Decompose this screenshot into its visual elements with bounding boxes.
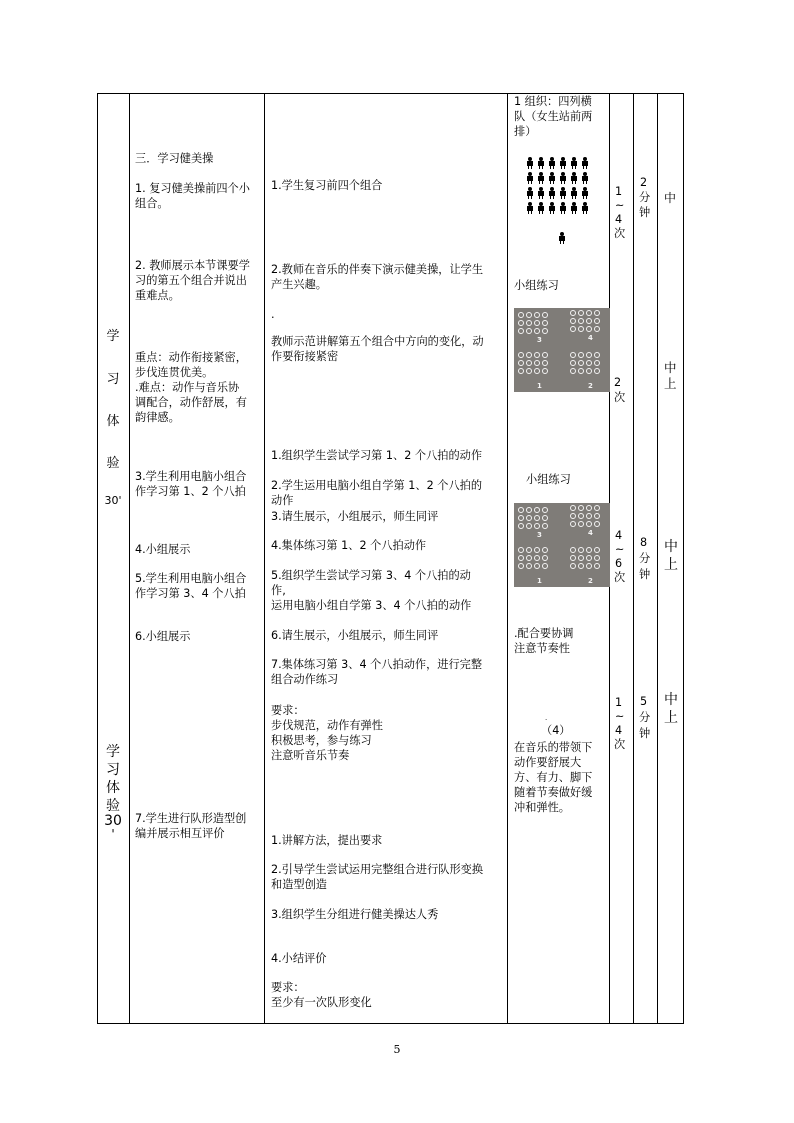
intensity-level: 中: [664, 191, 677, 205]
coordination-note: 注意节奏性: [514, 642, 570, 655]
circle-marker: [570, 563, 576, 569]
circle-marker: [542, 515, 548, 521]
group-practice-label: 小组练习: [526, 473, 571, 486]
circle-marker: [542, 360, 548, 366]
intensity-level: 中: [664, 360, 677, 375]
circle-marker: [534, 328, 540, 334]
circle-marker: [518, 360, 524, 366]
content-item: 作学习第 1、2 个八拍: [135, 485, 246, 498]
teacher-icon: [558, 232, 565, 244]
circle-marker: [594, 360, 600, 366]
repetition: 次: [614, 227, 626, 240]
student-icon: [548, 187, 555, 199]
content-item: 习的第五个组合并说出: [135, 274, 247, 287]
content-item: 编并展示相互评价: [135, 827, 225, 840]
music-note: 动作要舒展大: [514, 756, 582, 769]
circle-marker: [594, 352, 600, 358]
circle-marker: [586, 368, 592, 374]
key-point: 重点：动作衔接紧密，: [135, 351, 247, 364]
activity-line: 作,: [271, 584, 286, 597]
repetition: 2: [614, 376, 622, 389]
circle-marker: [534, 352, 540, 358]
item-number: （4）: [541, 724, 571, 737]
activity-line: 运用电脑小组自学第 3、4 个八拍的动作: [271, 599, 472, 612]
activity-line: 1.学生复习前四个组合: [271, 179, 383, 192]
circle-marker: [542, 368, 548, 374]
circle-marker: [578, 563, 584, 569]
student-icon: [526, 202, 533, 214]
group-number: 2: [588, 577, 593, 585]
circle-marker: [526, 312, 532, 318]
coordination-note: .配合要协调: [514, 627, 574, 640]
circle-marker: [534, 515, 540, 521]
circle-marker: [526, 352, 532, 358]
circle-marker: [534, 360, 540, 366]
student-icon: [570, 157, 577, 169]
circle-marker: [542, 352, 548, 358]
activity-line: 4.集体练习第 1、2 个八拍动作: [271, 539, 427, 552]
group-formation-photo: [514, 308, 610, 392]
repetition: ~: [615, 543, 625, 556]
organization-line: 排）: [514, 125, 537, 138]
repetition: 6: [615, 557, 623, 570]
circle-marker: [518, 515, 524, 521]
circle-marker: [526, 320, 532, 326]
stage-char: 验: [106, 456, 120, 471]
circle-marker: [542, 328, 548, 334]
time-duration: 钟: [639, 727, 651, 740]
circle-marker: [534, 563, 540, 569]
student-icon: [548, 157, 555, 169]
requirement-line: 至少有一次队形变化: [271, 996, 372, 1009]
circle-marker: [578, 326, 584, 332]
circle-marker: [534, 368, 540, 374]
content-item: 5.学生利用电脑小组合: [135, 572, 247, 585]
circle-marker: [570, 352, 576, 358]
column-divider: [507, 93, 508, 1024]
circle-marker: [586, 318, 592, 324]
circle-marker: [542, 563, 548, 569]
content-item: 7.学生进行队形造型创: [135, 812, 247, 825]
column-divider: [264, 93, 265, 1024]
activity-line: 7.集体练习第 3、4 个八拍动作，进行完整: [271, 658, 483, 671]
circle-marker: [578, 352, 584, 358]
intensity-level: 上: [664, 557, 678, 573]
circle-marker: [578, 318, 584, 324]
activity-line: 组合动作练习: [271, 673, 339, 686]
group-formation-photo: [514, 503, 610, 587]
circle-marker: [594, 521, 600, 527]
requirement-line: 注意听音乐节奏: [271, 749, 350, 762]
circle-marker: [586, 521, 592, 527]
circle-marker: [586, 563, 592, 569]
content-item: 6.小组展示: [135, 630, 191, 643]
student-icon: [537, 157, 544, 169]
time-duration: 分: [639, 711, 651, 724]
activity-line: 5.组织学生尝试学习第 3、4 个八拍的动: [271, 569, 471, 582]
requirement-line: 积极思考，参与练习: [271, 734, 372, 747]
time-duration: 钟: [639, 206, 651, 219]
circle-marker: [578, 368, 584, 374]
content-item: 2. 教师展示本节课要学: [135, 259, 250, 272]
content-item: 3.学生利用电脑小组合: [135, 470, 247, 483]
stage-char: 学: [106, 329, 120, 344]
student-icon: [526, 157, 533, 169]
stage-duration-mark: ': [111, 827, 115, 841]
circle-marker: [594, 563, 600, 569]
repetition: 1: [615, 185, 623, 198]
group-number: 3: [537, 531, 542, 539]
repetition: 1: [615, 696, 623, 709]
time-duration: 钟: [639, 568, 651, 581]
circle-marker: [578, 513, 584, 519]
circle-marker: [570, 555, 576, 561]
section-title: 三．学习健美操: [135, 152, 214, 165]
activity-dot: .: [271, 308, 275, 321]
student-icon: [537, 202, 544, 214]
requirement-line: 步伐规范，动作有弹性: [271, 719, 383, 732]
student-icon: [526, 172, 533, 184]
circle-marker: [578, 521, 584, 527]
circle-marker: [586, 352, 592, 358]
student-icon: [537, 172, 544, 184]
difficult-point: .难点：动作与音乐协: [135, 381, 240, 394]
group-number: 1: [537, 577, 542, 585]
repetition: ~: [615, 199, 625, 212]
stage-char: 习: [106, 762, 120, 778]
circle-marker: [534, 507, 540, 513]
circle-marker: [526, 523, 532, 529]
circle-marker: [534, 320, 540, 326]
stage-duration: 30: [104, 813, 122, 829]
difficult-point: 调配合，动作舒展，有: [135, 396, 247, 409]
circle-marker: [594, 505, 600, 511]
circle-marker: [526, 368, 532, 374]
circle-marker: [578, 505, 584, 511]
circle-marker: [518, 507, 524, 513]
requirement-line: 要求：: [271, 704, 305, 717]
circle-marker: [570, 310, 576, 316]
stage-char: 验: [106, 798, 120, 814]
circle-marker: [518, 523, 524, 529]
group-number: 4: [588, 529, 593, 537]
circle-marker: [586, 310, 592, 316]
student-icon: [581, 172, 588, 184]
content-item: 重难点。: [135, 289, 180, 302]
circle-marker: [518, 312, 524, 318]
circle-marker: [594, 513, 600, 519]
repetition: 4: [615, 529, 623, 542]
circle-marker: [526, 507, 532, 513]
student-icon: [570, 172, 577, 184]
repetition: ~: [615, 710, 625, 723]
circle-marker: [526, 360, 532, 366]
circle-marker: [594, 555, 600, 561]
circle-marker: [586, 505, 592, 511]
content-item: 1. 复习健美操前四个小: [135, 182, 250, 195]
circle-marker: [570, 513, 576, 519]
circle-marker: [534, 523, 540, 529]
repetition: 4: [615, 724, 623, 737]
circle-marker: [570, 505, 576, 511]
intensity-level: 中: [664, 539, 678, 555]
stage-char: 习: [106, 372, 120, 387]
music-note: 方、有力、脚下: [514, 771, 593, 784]
circle-marker: [542, 320, 548, 326]
activity-line: 和造型创造: [271, 878, 327, 891]
circle-marker: [594, 368, 600, 374]
circle-marker: [586, 513, 592, 519]
student-icon: [581, 202, 588, 214]
stage-char: 学: [106, 744, 120, 760]
circle-marker: [518, 555, 524, 561]
circle-marker: [518, 547, 524, 553]
activity-line: 4.小结评价: [271, 952, 327, 965]
student-icon: [559, 202, 566, 214]
time-duration: 分: [639, 191, 651, 204]
circle-marker: [534, 312, 540, 318]
student-icon: [570, 187, 577, 199]
circle-marker: [586, 547, 592, 553]
difficult-point: 韵律感。: [135, 411, 180, 424]
activity-line: 2.引导学生尝试运用完整组合进行队形变换: [271, 863, 484, 876]
group-practice-label: 小组练习: [514, 279, 559, 292]
circle-marker: [518, 320, 524, 326]
circle-marker: [570, 547, 576, 553]
circle-marker: [578, 360, 584, 366]
activity-line: 1.讲解方法，提出要求: [271, 834, 383, 847]
music-note: 在音乐的带领下: [514, 741, 593, 754]
column-divider: [129, 93, 130, 1024]
circle-marker: [542, 547, 548, 553]
circle-marker: [542, 555, 548, 561]
circle-marker: [586, 360, 592, 366]
stage-char: 体: [106, 780, 120, 796]
student-icon: [526, 187, 533, 199]
circle-marker: [526, 555, 532, 561]
student-icon: [548, 172, 555, 184]
intensity-level: 上: [664, 376, 677, 391]
content-item: 4.小组展示: [135, 543, 191, 556]
group-number: 2: [588, 382, 593, 390]
repetition: 次: [614, 571, 626, 584]
circle-marker: [518, 368, 524, 374]
time-duration: 分: [639, 552, 651, 565]
repetition: 次: [614, 391, 626, 404]
circle-marker: [526, 563, 532, 569]
circle-marker: [542, 523, 548, 529]
page-number: 5: [393, 1043, 401, 1056]
repetition: 次: [614, 738, 626, 751]
circle-marker: [542, 312, 548, 318]
group-number: 1: [537, 382, 542, 390]
stage-duration: 30': [104, 494, 122, 507]
circle-marker: [518, 328, 524, 334]
activity-line: 2.教师在音乐的伴奏下演示健美操，让学生: [271, 263, 484, 276]
music-note: 随着节奏做好缓: [514, 786, 593, 799]
circle-marker: [586, 326, 592, 332]
music-note: 冲和弹性。: [514, 801, 570, 814]
student-icon: [581, 157, 588, 169]
circle-marker: [526, 328, 532, 334]
circle-marker: [570, 360, 576, 366]
circle-marker: [594, 318, 600, 324]
activity-line: 教师示范讲解第五个组合中方向的变化，动: [271, 335, 484, 348]
circle-marker: [518, 563, 524, 569]
circle-marker: [570, 326, 576, 332]
circle-marker: [594, 326, 600, 332]
student-icon: [548, 202, 555, 214]
circle-marker: [578, 547, 584, 553]
circle-marker: [518, 352, 524, 358]
student-icon: [581, 187, 588, 199]
activity-line: 3.组织学生分组进行健美操达人秀: [271, 908, 439, 921]
time-duration: 8: [640, 536, 648, 549]
circle-marker: [594, 310, 600, 316]
key-point: 步伐连贯优美。: [135, 366, 214, 379]
time-duration: 2: [640, 176, 648, 189]
circle-marker: [534, 547, 540, 553]
organization-line: 队（女生站前两: [514, 110, 593, 123]
activity-line: 1.组织学生尝试学习第 1、2 个八拍的动作: [271, 449, 483, 462]
activity-line: 6.请生展示，小组展示，师生同评: [271, 629, 439, 642]
circle-marker: [526, 547, 532, 553]
activity-line: 产生兴趣。: [271, 278, 327, 291]
activity-line: 2.学生运用电脑小组自学第 1、2 个八拍的: [271, 479, 483, 492]
content-item: 作学习第 3、4 个八拍: [135, 587, 246, 600]
requirement-line: 要求：: [271, 981, 305, 994]
stage-char: 体: [106, 414, 120, 429]
repetition: 4: [615, 213, 623, 226]
student-icon: [559, 172, 566, 184]
activity-line: 动作: [271, 494, 294, 507]
student-icon: [570, 202, 577, 214]
circle-marker: [542, 507, 548, 513]
time-duration: 5: [640, 695, 648, 708]
circle-marker: [526, 515, 532, 521]
circle-marker: [570, 368, 576, 374]
activity-line: 3.请生展示，小组展示，师生同评: [271, 510, 439, 523]
circle-marker: [570, 318, 576, 324]
circle-marker: [578, 555, 584, 561]
small-dot: .: [545, 714, 548, 722]
intensity-level: 中: [664, 692, 678, 708]
formation-diagram: [526, 157, 596, 247]
student-icon: [537, 187, 544, 199]
group-number: 3: [537, 336, 542, 344]
circle-marker: [534, 555, 540, 561]
organization-line: 1 组织：四列横: [514, 95, 592, 108]
student-icon: [559, 157, 566, 169]
student-icon: [559, 187, 566, 199]
circle-marker: [570, 521, 576, 527]
circle-marker: [586, 555, 592, 561]
group-number: 4: [588, 334, 593, 342]
intensity-level: 上: [664, 710, 678, 726]
circle-marker: [594, 547, 600, 553]
circle-marker: [578, 310, 584, 316]
activity-line: 作要衔接紧密: [271, 350, 339, 363]
column-divider: [633, 93, 634, 1024]
column-divider: [657, 93, 658, 1024]
content-item: 组合。: [135, 197, 169, 210]
